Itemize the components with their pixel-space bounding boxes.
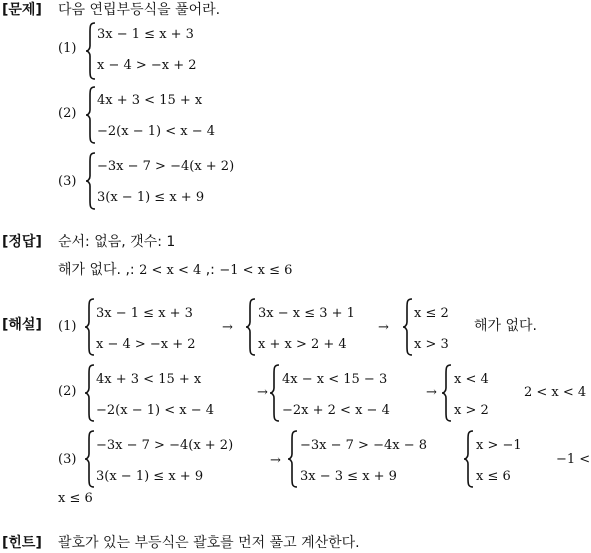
solution-inequality: −3x − 7 > −4(x + 2) (96, 438, 234, 453)
problem-item-number: (1) (58, 41, 77, 56)
solution-inequality: 3(x − 1) ≤ x + 9 (96, 469, 204, 484)
left-brace-icon (86, 152, 96, 210)
answer-text: 해가 없다. ,: (58, 262, 140, 278)
left-brace-icon (288, 430, 298, 488)
solution-result: 2 < x < 4 (524, 385, 587, 400)
solution-inequality: x < 4 (454, 372, 489, 387)
answer-separator: ,: (201, 262, 220, 278)
problem-inequality: −2(x − 1) < x − 4 (97, 124, 215, 139)
solution-inequality: −3x − 7 > −4x − 8 (300, 438, 428, 453)
left-brace-icon (85, 298, 95, 356)
left-brace-icon (86, 22, 96, 80)
solution-inequality: 3x − 1 ≤ x + 3 (96, 306, 193, 321)
solution-inequality: x + x > 2 + 4 (258, 337, 347, 352)
problem-inequality: −3x − 7 > −4(x + 2) (97, 159, 235, 174)
solution-inequality: −2x + 2 < x − 4 (282, 403, 390, 418)
problem-inequality: 4x + 3 < 15 + x (97, 93, 203, 108)
left-brace-icon (464, 430, 474, 488)
answer-tag: [정답] (2, 234, 42, 250)
left-brace-icon (403, 298, 413, 356)
solution-tag: [해설] (2, 317, 42, 333)
solution-inequality: x ≤ 2 (414, 306, 449, 321)
left-brace-icon (85, 430, 95, 488)
answer-math: 2 < x < 4 (139, 263, 202, 278)
problem-item-number: (2) (58, 106, 77, 121)
solution-inequality: x − 4 > −x + 2 (96, 337, 196, 352)
solution-item-number: (2) (58, 384, 77, 399)
arrow-icon: → (270, 453, 281, 468)
solution-result: 해가 없다. (474, 318, 537, 334)
left-brace-icon (442, 364, 452, 422)
arrow-icon: → (222, 320, 233, 335)
solution-inequality: x > 3 (414, 337, 449, 352)
solution-inequality: x > 2 (454, 403, 489, 418)
solution-inequality: 4x + 3 < 15 + x (96, 372, 202, 387)
solution-inequality: 3x − 3 ≤ x + 9 (300, 469, 397, 484)
arrow-icon: → (426, 385, 437, 400)
solution-inequality: −2(x − 1) < x − 4 (96, 403, 214, 418)
left-brace-icon (85, 364, 95, 422)
solution-result: −1 < (556, 452, 591, 467)
problem-inequality: 3(x − 1) ≤ x + 9 (97, 190, 205, 205)
problem-item-number: (3) (58, 174, 77, 189)
hint-text: 괄호가 있는 부등식은 괄호를 먼저 풀고 계산한다. (58, 535, 360, 551)
problem-inequality: x − 4 > −x + 2 (97, 58, 197, 73)
problem-tag: [문제] (2, 2, 42, 18)
solution-inequality: 3x − x ≤ 3 + 1 (258, 306, 355, 321)
left-brace-icon (86, 86, 96, 144)
solution-item-number: (3) (58, 452, 77, 467)
left-brace-icon (270, 364, 280, 422)
answer-math: −1 < x ≤ 6 (219, 263, 293, 278)
answer-values (58, 261, 292, 277)
problem-instruction: 다음 연립부등식을 풀어라. (58, 2, 221, 18)
problem-inequality: 3x − 1 ≤ x + 3 (97, 27, 194, 42)
solution-item-number: (1) (58, 319, 77, 334)
arrow-icon: → (378, 320, 389, 335)
left-brace-icon (246, 298, 256, 356)
solution-inequality: x ≤ 6 (476, 469, 511, 484)
solution-inequality: 4x − x < 15 − 3 (282, 372, 388, 387)
solution-result-continued: x ≤ 6 (58, 491, 93, 506)
hint-tag: [힌트] (2, 535, 42, 551)
answer-summary: 순서: 없음, 갯수: 1 (58, 234, 176, 250)
arrow-icon: → (257, 385, 268, 400)
solution-inequality: x > −1 (476, 438, 522, 453)
